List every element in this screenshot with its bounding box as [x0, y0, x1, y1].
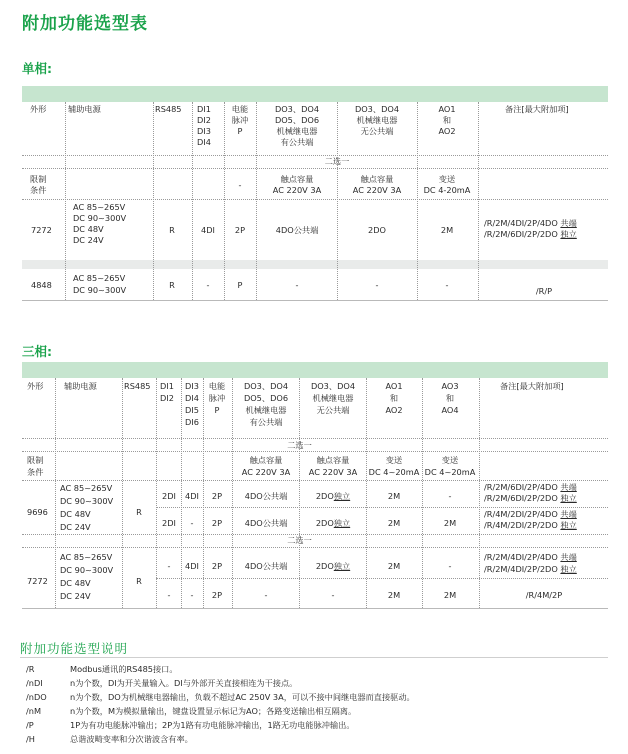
block-7272-power-2: DC 90~300V [60, 565, 114, 575]
grid-line [55, 378, 56, 608]
three-phase-heading: 三相: [22, 344, 52, 359]
row-7272-power-4: DC 24V [73, 235, 104, 245]
limit-do2-2: AC 220V 3A [308, 467, 358, 477]
col-di-1: DI1 [197, 104, 211, 114]
three-header-bar [22, 362, 608, 378]
col-ao-3: AO2 [438, 126, 456, 136]
grid-line [422, 378, 423, 608]
limit-label-1: 限制 [27, 455, 44, 465]
row-7272-note-1: /R/2M/4DI/2P/4DO 共端 [484, 218, 577, 228]
grid-line [122, 378, 123, 608]
col-ao1-2: 和 [389, 393, 399, 403]
note-text: Modbus通讯的RS485接口。 [70, 664, 178, 674]
row-9696-2-pulse: 2P [211, 518, 223, 528]
grid-line [22, 300, 608, 301]
row-7272-1-ao1: 2M [387, 561, 401, 571]
col-di-b-2: DI4 [185, 393, 199, 403]
col-do1-1: DO3、DO4 [274, 104, 320, 114]
row-7272-do1: 4DO公共端 [275, 225, 319, 235]
block-7272-power-3: DC 48V [60, 578, 91, 588]
grid-line [366, 378, 367, 608]
single-row-divider [22, 260, 608, 269]
grid-line [232, 378, 233, 608]
row-7272-1-pulse: 2P [211, 561, 223, 571]
row-9696-1-note-1: /R/2M/6DI/2P/4DO 共端 [484, 482, 577, 492]
col-shape: 外形 [27, 381, 44, 391]
col-ao-1: AO1 [438, 104, 456, 114]
note-key: /P [26, 720, 34, 730]
row-7272-1-do1: 4DO公共端 [244, 561, 288, 571]
limit-ao2-1: 变送 [441, 455, 459, 465]
col-di-a-2: DI2 [160, 393, 174, 403]
block-7272-rs485: R [136, 576, 142, 586]
choose-one-label: 二选一 [287, 440, 312, 450]
block-7272-shape: 7272 [27, 576, 48, 586]
col-di-4: DI4 [197, 137, 211, 147]
limit-ao-2: DC 4-20mA [423, 185, 471, 195]
col-pulse-2: 脉冲 [231, 115, 249, 125]
row-4848-power-2: DC 90~300V [73, 285, 127, 295]
limit-do2-1: 触点容量 [316, 455, 350, 465]
row-7272-2-di-a: - [167, 590, 171, 600]
choose-one-label-2: 二选一 [287, 535, 312, 545]
block-9696-shape: 9696 [27, 507, 48, 517]
notes-title: 附加功能选型说明 [20, 641, 129, 656]
col-do1-3: 机械继电器 [276, 126, 318, 136]
grid-line [22, 608, 608, 609]
col-do1-4: 有公共端 [249, 417, 283, 427]
limit-do2-1: 触点容量 [360, 174, 394, 184]
note-key: /nDO [26, 692, 47, 702]
row-9696-2-ao2: 2M [443, 518, 457, 528]
limit-do1-2: AC 220V 3A [241, 467, 291, 477]
row-7272-2-do2: - [331, 590, 335, 600]
col-do1-2: DO5、DO6 [274, 115, 320, 125]
block-9696-power-1: AC 85~265V [60, 483, 113, 493]
limit-do1-2: AC 220V 3A [272, 185, 322, 195]
limit-label-1: 限制 [30, 174, 47, 184]
col-pulse-1: 电能 [208, 381, 226, 391]
col-ao2-1: AO3 [441, 381, 459, 391]
col-do2-2: 机械继电器 [312, 393, 354, 403]
col-ao2-3: AO4 [441, 405, 459, 415]
note-text: n为个数，DI为开关量输入。DI与外部开关直接相连为干接点。 [70, 678, 298, 688]
row-4848-pulse: P [237, 280, 243, 290]
grid-line [181, 378, 182, 608]
limit-ao1-2: DC 4~20mA [368, 467, 420, 477]
row-7272-di: 4DI [201, 225, 215, 235]
col-ao1-1: AO1 [385, 381, 403, 391]
row-9696-1-note-2: /R/2M/6DI/2P/2DO 独立 [484, 493, 577, 503]
row-9696-1-do1: 4DO公共端 [244, 491, 288, 501]
row-7272-1-note-2: /R/2M/4DI/2P/2DO 独立 [484, 564, 577, 574]
col-do2-1: DO3、DO4 [310, 381, 356, 391]
grid-line [22, 168, 608, 169]
col-do1-2: DO5、DO6 [243, 393, 289, 403]
row-9696-1-pulse: 2P [211, 491, 223, 501]
row-9696-1-do2: 2DO独立 [315, 491, 351, 501]
grid-line [256, 102, 257, 300]
col-di-3: DI3 [197, 126, 211, 136]
col-pulse-1: 电能 [231, 104, 249, 114]
block-9696-power-4: DC 24V [60, 522, 91, 532]
single-phase-heading: 单相: [22, 61, 52, 76]
row-7272-note-2: /R/2M/6DI/2P/2DO 独立 [484, 229, 577, 239]
row-4848-shape: 4848 [31, 280, 52, 290]
block-9696-power-3: DC 48V [60, 509, 91, 519]
col-di-b-3: DI5 [185, 405, 199, 415]
col-di-2: DI2 [197, 115, 211, 125]
row-7272-2-note: /R/4M/2P [525, 590, 563, 600]
row-9696-1-di-a: 2DI [162, 491, 176, 501]
grid-line [22, 451, 608, 452]
row-7272-power-1: AC 85~265V [73, 202, 126, 212]
grid-line [192, 102, 193, 300]
row-9696-1-ao2: - [448, 491, 452, 501]
grid-line [299, 378, 300, 608]
row-9696-1-di-b: 4DI [185, 491, 199, 501]
limit-ao-1: 变送 [438, 174, 456, 184]
col-do2-3: 无公共端 [316, 405, 350, 415]
row-7272-do2: 2DO [368, 225, 386, 235]
grid-line [478, 102, 479, 300]
grid-line [22, 199, 608, 200]
single-header-bar [22, 86, 608, 102]
note-text: n为个数，DO为机械继电器输出，负载不超过AC 250V 3A，可以不接中间继电器而直接驱动。 [70, 692, 415, 702]
note-text: 总谐波畸变率和分次谐波含有率。 [70, 734, 193, 744]
col-pulse-3: P [237, 126, 243, 136]
col-shape: 外形 [30, 104, 47, 114]
row-9696-2-note-2: /R/4M/2DI/2P/2DO 独立 [484, 520, 577, 530]
grid-line [417, 102, 418, 300]
block-9696-power-2: DC 90~300V [60, 496, 114, 506]
limit-label-2: 条件 [27, 467, 44, 477]
col-do1-4: 有公共端 [280, 137, 314, 147]
col-rs485: RS485 [124, 381, 151, 391]
row-7272-1-note-1: /R/2M/4DI/2P/4DO 共端 [484, 552, 577, 562]
limit-label-2: 条件 [30, 185, 47, 195]
limit-do2-2: AC 220V 3A [352, 185, 402, 195]
col-do1-1: DO3、DO4 [243, 381, 289, 391]
row-4848-di: - [206, 280, 210, 290]
col-power: 辅助电源 [68, 104, 101, 114]
grid-line [156, 378, 157, 608]
limit-pulse: - [238, 180, 242, 190]
note-text: 1P为有功电能脉冲输出；2P为1路有功电能脉冲输出，1路无功电能脉冲输出。 [70, 720, 355, 730]
row-4848-ao: - [445, 280, 449, 290]
note-text: n为个数，M为模拟量输出，键盘设置显示标记为AO；各路变送输出相互隔离。 [70, 706, 357, 716]
limit-do1-1: 触点容量 [249, 455, 283, 465]
row-9696-2-di-a: 2DI [162, 518, 176, 528]
grid-line [22, 155, 608, 156]
limit-do1-1: 触点容量 [280, 174, 314, 184]
col-do2-3: 无公共端 [360, 126, 394, 136]
col-di-a-1: DI1 [160, 381, 174, 391]
grid-line [153, 102, 154, 300]
row-7272-2-ao2: 2M [443, 590, 457, 600]
grid-line [22, 534, 608, 535]
block-7272-power-1: AC 85~265V [60, 552, 113, 562]
row-9696-2-di-b: - [190, 518, 194, 528]
row-7272-2-di-b: - [190, 590, 194, 600]
note-key: /R [26, 664, 35, 674]
grid-line [479, 378, 480, 608]
row-7272-rs485: R [169, 225, 175, 235]
row-7272-power-3: DC 48V [73, 224, 104, 234]
page-title: 附加功能选型表 [22, 14, 148, 34]
grid-line [203, 378, 204, 608]
col-note: 备注[最大附加项] [500, 381, 564, 391]
col-power: 辅助电源 [64, 381, 97, 391]
row-7272-1-ao2: - [448, 561, 452, 571]
row-4848-do2: - [375, 280, 379, 290]
row-7272-shape: 7272 [31, 225, 52, 235]
row-7272-2-ao1: 2M [387, 590, 401, 600]
row-7272-ao: 2M [440, 225, 454, 235]
row-7272-power-2: DC 90~300V [73, 213, 127, 223]
notes-divider [20, 657, 608, 658]
col-pulse-2: 脉冲 [208, 393, 226, 403]
row-9696-1-ao1: 2M [387, 491, 401, 501]
col-do1-3: 机械继电器 [245, 405, 287, 415]
grid-line [224, 102, 225, 300]
col-do2-2: 机械继电器 [356, 115, 398, 125]
col-note: 备注[最大附加项] [505, 104, 569, 114]
col-rs485: RS485 [155, 104, 182, 114]
limit-ao1-1: 变送 [385, 455, 403, 465]
row-4848-power-1: AC 85~265V [73, 273, 126, 283]
col-ao-2: 和 [442, 115, 452, 125]
col-ao2-2: 和 [445, 393, 455, 403]
grid-line [22, 438, 608, 439]
row-9696-2-do1: 4DO公共端 [244, 518, 288, 528]
grid-line [65, 102, 66, 300]
block-7272-power-4: DC 24V [60, 591, 91, 601]
row-7272-2-do1: - [264, 590, 268, 600]
note-key: /nDI [26, 678, 43, 688]
col-di-b-4: DI6 [185, 417, 199, 427]
row-9696-2-note-1: /R/4M/2DI/2P/4DO 共端 [484, 509, 577, 519]
row-7272-1-do2: 2DO独立 [315, 561, 351, 571]
grid-line [22, 480, 608, 481]
row-9696-2-ao1: 2M [387, 518, 401, 528]
note-key: /nM [26, 706, 42, 716]
row-4848-rs485: R [169, 280, 175, 290]
choose-one-label: 二选一 [324, 156, 350, 166]
row-7272-pulse: 2P [234, 225, 246, 235]
row-4848-do1: - [295, 280, 299, 290]
grid-line [22, 547, 608, 548]
grid-line [337, 102, 338, 300]
limit-ao2-2: DC 4~20mA [424, 467, 476, 477]
col-ao1-3: AO2 [385, 405, 403, 415]
note-key: /H [26, 734, 35, 744]
row-4848-note: /R/P [535, 286, 553, 296]
row-7272-1-di-a: - [167, 561, 171, 571]
grid-line [156, 578, 608, 579]
row-7272-2-pulse: 2P [211, 590, 223, 600]
block-9696-rs485: R [136, 507, 142, 517]
grid-line [156, 507, 608, 508]
row-9696-2-do2: 2DO独立 [315, 518, 351, 528]
col-di-b-1: DI3 [185, 381, 199, 391]
col-pulse-3: P [214, 405, 220, 415]
col-do2-1: DO3、DO4 [354, 104, 400, 114]
row-7272-1-di-b: 4DI [185, 561, 199, 571]
